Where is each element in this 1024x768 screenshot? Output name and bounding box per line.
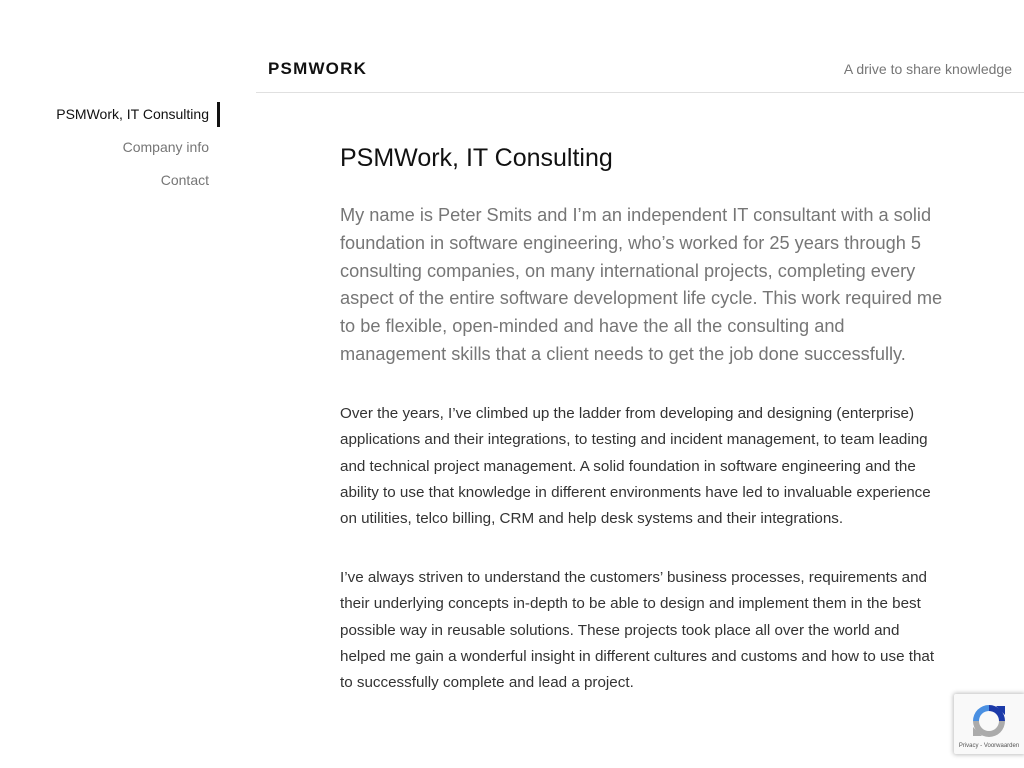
site-title-link[interactable]: PSMWORK [268, 59, 368, 78]
site-header [256, 0, 1024, 93]
nav-item-psmwork-it-consulting[interactable]: PSMWork, IT Consulting [0, 100, 220, 133]
intro-paragraph: My name is Peter Smits and I’m an independent IT consultant with a solid foundation in software engineering, who’s worked for 25 years through 5 consulting companies, on many international projects, completing every aspect of the entire software development life cycle. This work required me to be flexible, open-minded and have the all the consulting and management skills that a client needs to get the job done successfully. [340, 205, 943, 364]
recaptcha-badge[interactable] [954, 694, 1024, 754]
nav-item-company-info[interactable]: Company info [122, 139, 209, 155]
nav-item-contact[interactable]: Contact [160, 172, 209, 188]
side-navigation [0, 100, 220, 199]
body-paragraph-approach: I’ve always striven to understand the customers’ business processes, requirements and their underlying concepts in-depth to be able to design and implement them in the best possible way in reusable solutions. These projects took place all over the world and helped me gain a wonderful insight in different cultures and customs and how to use that to successfully complete and lead a project. [340, 568, 935, 692]
main-content [340, 140, 944, 697]
body-paragraph-experience: Over the years, I’ve climbed up the ladder from developing and designing (enterprise) applications and their integrations, to testing and incident management, to team leading and technical project management. A solid foundation in software engineering and the ability to use that knowledge in different environments have led to invaluable experience on utilities, telco billing, CRM and help desk systems and their integrations. [340, 404, 931, 528]
recaptcha-privacy-terms-links[interactable]: Privacy - Voorwaarden [958, 743, 1020, 749]
recaptcha-icon [970, 702, 1008, 740]
page-title: PSMWork, IT Consulting [340, 144, 613, 172]
site-tagline: A drive to share knowledge [843, 61, 1012, 77]
